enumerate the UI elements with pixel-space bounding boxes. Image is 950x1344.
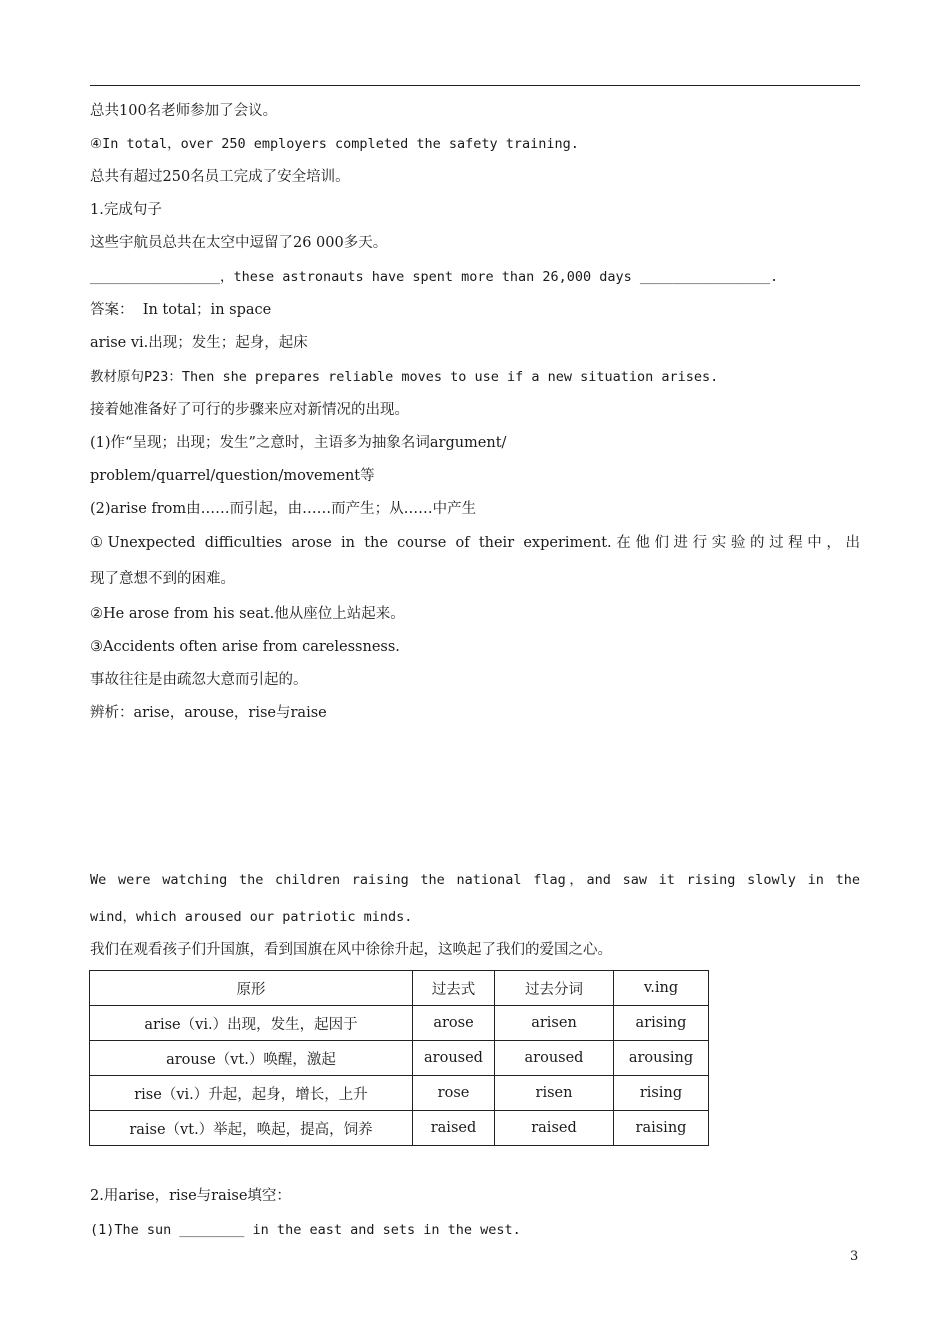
text-line: 事故往往是由疏忽大意而引起的。 xyxy=(90,672,308,688)
fill-in-blank: ________________，these astronauts have spent more than 26,000 days ________________. xyxy=(90,269,779,285)
text-line: 接着她准备好了可行的步骤来应对新情况的出现。 xyxy=(90,402,409,418)
table-cell: rising xyxy=(614,1076,709,1111)
table-cell: arising xyxy=(614,1006,709,1041)
table-header-row xyxy=(90,971,709,1006)
comparison-heading: 辨析：arise，arouse，rise与raise xyxy=(90,705,327,721)
table-cell: rose xyxy=(413,1076,495,1111)
table-cell: raised xyxy=(413,1111,495,1146)
table-row xyxy=(90,1041,709,1076)
example-sentence: ②He arose from his seat.他从座位上站起来。 xyxy=(90,606,405,622)
answer-line: 答案： In total；in space xyxy=(90,302,272,318)
page-number: 3 xyxy=(850,1249,859,1264)
table-cell: aroused xyxy=(413,1041,495,1076)
table-cell: arousing xyxy=(614,1041,709,1076)
table-cell: raising xyxy=(614,1111,709,1146)
vocab-heading: arise vi.出现；发生；起身，起床 xyxy=(90,335,308,351)
usage-note: (2)arise from由……而引起，由……而产生；从……中产生 xyxy=(90,501,477,517)
table-cell: raised xyxy=(495,1111,614,1146)
usage-note: problem/quarrel/question/movement等 xyxy=(90,468,375,484)
example-sentence: We were watching the children raising the national flag，and saw it rising slowly in the xyxy=(90,872,860,888)
text-line: 这些宇航员总共在太空中逗留了26 000多天。 xyxy=(90,235,388,251)
header-cell: 过去分词 xyxy=(495,971,614,1006)
header-cell: 过去式 xyxy=(413,971,495,1006)
text-line: 总共有超过250名员工完成了安全培训。 xyxy=(90,169,350,185)
example-sentence: ③Accidents often arise from carelessness. xyxy=(90,639,400,655)
fill-in-blank: (1)The sun ________ in the east and sets in the west. xyxy=(90,1222,521,1238)
text-line: wind，which aroused our patriotic minds. xyxy=(90,909,413,925)
textbook-sentence: 教材原句P23：Then she prepares reliable moves to use if a new situation arises. xyxy=(90,369,719,385)
example-sentence: ④In total，over 250 employers completed the safety training. xyxy=(90,136,579,152)
usage-note: (1)作“呈现；出现；发生”之意时，主语多为抽象名词argument/ xyxy=(90,435,507,451)
exercise-heading: 1.完成句子 xyxy=(90,202,162,218)
header-cell: v.ing xyxy=(614,971,709,1006)
table-cell: arisen xyxy=(495,1006,614,1041)
table-cell: rise（vi.）升起，起身，增长，上升 xyxy=(90,1076,413,1111)
text-line: 我们在观看孩子们升国旗，看到国旗在风中徐徐升起，这唤起了我们的爱国之心。 xyxy=(90,942,612,958)
table-row xyxy=(90,1006,709,1041)
table-cell: aroused xyxy=(495,1041,614,1076)
table-cell: arose xyxy=(413,1006,495,1041)
example-sentence: ①Unexpected difficulties arose in the course of their experiment.在他们进行实验的过程中，出 xyxy=(90,535,860,551)
exercise-heading: 2.用arise，rise与raise填空： xyxy=(90,1188,291,1204)
header-cell: 原形 xyxy=(90,971,413,1006)
verb-forms-table xyxy=(89,970,709,1146)
table-cell: arouse（vt.）唤醒，激起 xyxy=(90,1041,413,1076)
header-rule xyxy=(90,85,860,86)
text-line: 现了意想不到的困难。 xyxy=(90,571,235,587)
text-line: 总共100名老师参加了会议。 xyxy=(90,103,278,119)
table-row xyxy=(90,1111,709,1146)
table-cell: risen xyxy=(495,1076,614,1111)
table-row xyxy=(90,1076,709,1111)
table-cell: raise（vt.）举起，唤起，提高，饲养 xyxy=(90,1111,413,1146)
table-cell: arise（vi.）出现，发生，起因于 xyxy=(90,1006,413,1041)
